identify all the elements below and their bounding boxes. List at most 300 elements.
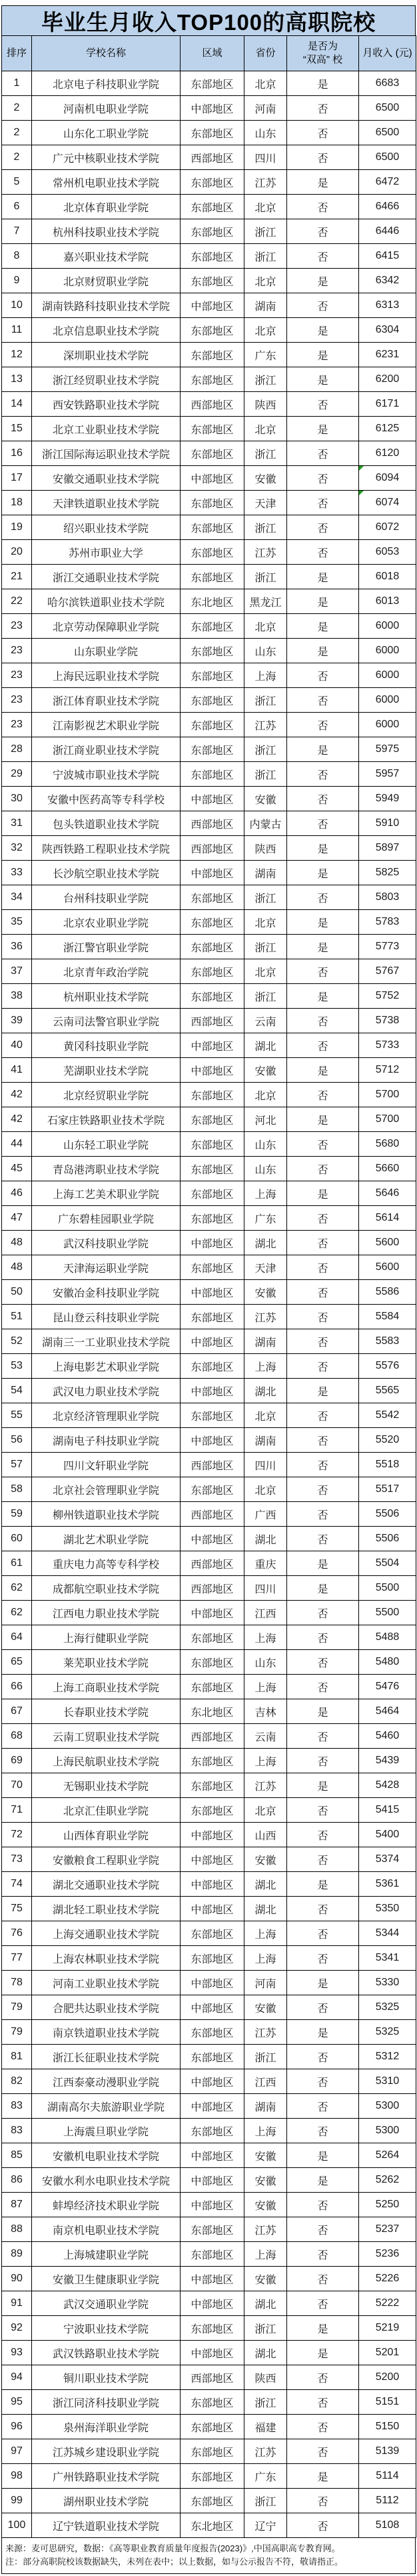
- region-cell: 中部地区: [181, 293, 244, 318]
- province-cell: 浙江: [244, 2316, 287, 2341]
- province-cell: 辽宁: [244, 2513, 287, 2538]
- income-cell: 6342: [359, 269, 416, 293]
- table-row: [2, 1305, 416, 1329]
- rank-cell: 88: [2, 2217, 32, 2242]
- province-cell: 湖北: [244, 1897, 287, 1921]
- region-cell: 中部地区: [181, 2193, 244, 2217]
- school-cell: 绍兴职业技术学院: [32, 515, 181, 540]
- rank-cell: 19: [2, 515, 32, 540]
- income-cell: 6000: [359, 663, 416, 688]
- school-cell: 上海震旦职业学院: [32, 2119, 181, 2143]
- table-row: [2, 1675, 416, 1699]
- table-row: [2, 1897, 416, 1921]
- school-cell: 广元中核职业技术学院: [32, 145, 181, 170]
- province-cell: 安徽: [244, 2193, 287, 2217]
- region-cell: 东部地区: [181, 1749, 244, 1773]
- income-cell: 5506: [359, 1502, 416, 1527]
- income-cell: 5226: [359, 2267, 416, 2291]
- region-cell: 东部地区: [181, 2390, 244, 2415]
- double-high-cell: 是: [287, 589, 359, 614]
- rank-cell: 77: [2, 1946, 32, 1971]
- table-row: [2, 466, 416, 491]
- income-cell: 6053: [359, 540, 416, 565]
- school-cell: 浙江国际海运职业技术学院: [32, 441, 181, 466]
- income-cell: 5738: [359, 1009, 416, 1033]
- region-cell: 中部地区: [181, 1872, 244, 1897]
- table-row: [2, 121, 416, 145]
- province-cell: 四川: [244, 145, 287, 170]
- province-cell: 山东: [244, 1132, 287, 1157]
- double-high-cell: 否: [287, 491, 359, 515]
- rank-cell: 8: [2, 244, 32, 269]
- region-cell: 西部地区: [181, 811, 244, 836]
- school-cell: 浙江体育职业技术学院: [32, 688, 181, 713]
- double-high-cell: 是: [287, 565, 359, 589]
- school-cell: 北京劳动保障职业学院: [32, 614, 181, 639]
- income-cell: 5500: [359, 1601, 416, 1625]
- column-header-province: 省份: [244, 36, 287, 71]
- column-header-rank: 排序: [2, 36, 32, 71]
- table-row: [2, 861, 416, 885]
- region-cell: 东部地区: [181, 244, 244, 269]
- school-cell: 青岛港湾职业技术学院: [32, 1157, 181, 1181]
- province-cell: 湖南: [244, 1329, 287, 1354]
- province-cell: 安徽: [244, 1280, 287, 1305]
- income-cell: 5325: [359, 2020, 416, 2045]
- double-high-cell: 否: [287, 762, 359, 787]
- double-high-cell: 否: [287, 1601, 359, 1625]
- region-cell: 中部地区: [181, 1847, 244, 1872]
- double-high-cell: 否: [287, 1995, 359, 2020]
- province-cell: 湖南: [244, 2094, 287, 2119]
- table-row: [2, 1477, 416, 1502]
- province-cell: 安徽: [244, 787, 287, 811]
- rank-cell: 23: [2, 614, 32, 639]
- region-cell: 西部地区: [181, 1724, 244, 1749]
- table-row: [2, 1995, 416, 2020]
- source-line: 来源：麦可思研究，数据：《高等职业教育质量年度报告(2023)》,中国高职高专教育网。: [5, 2543, 340, 2553]
- double-high-cell: 否: [287, 2193, 359, 2217]
- province-cell: 江苏: [244, 2217, 287, 2242]
- school-cell: 北京信息职业技术学院: [32, 318, 181, 343]
- school-cell: 河南工业职业技术学院: [32, 1971, 181, 1995]
- rank-cell: 71: [2, 1798, 32, 1823]
- double-high-cell: 是: [287, 614, 359, 639]
- province-cell: 北京: [244, 417, 287, 441]
- rank-cell: 91: [2, 2291, 32, 2316]
- province-cell: 四川: [244, 1576, 287, 1601]
- double-high-cell: 是: [287, 367, 359, 392]
- income-cell: 5712: [359, 1058, 416, 1083]
- rank-cell: 79: [2, 2020, 32, 2045]
- region-cell: 中部地区: [181, 1971, 244, 1995]
- double-high-cell: 否: [287, 959, 359, 984]
- region-cell: 中部地区: [181, 2267, 244, 2291]
- school-cell: 湖北交通职业技术学院: [32, 1872, 181, 1897]
- income-cell: 5150: [359, 2415, 416, 2439]
- table-row: [2, 2316, 416, 2341]
- income-cell: 6683: [359, 71, 416, 96]
- province-cell: 浙江: [244, 2489, 287, 2513]
- income-cell: 5576: [359, 1354, 416, 1379]
- double-high-cell: 否: [287, 885, 359, 910]
- rank-cell: 6: [2, 195, 32, 219]
- double-high-cell: 是: [287, 910, 359, 935]
- table-row: [2, 1601, 416, 1625]
- income-cell: 6018: [359, 565, 416, 589]
- income-cell: 5480: [359, 1650, 416, 1675]
- region-cell: 西部地区: [181, 1576, 244, 1601]
- rank-cell: 33: [2, 861, 32, 885]
- school-cell: 安徽中医药高等专科学校: [32, 787, 181, 811]
- double-high-cell: 否: [287, 441, 359, 466]
- region-cell: 东部地区: [181, 1625, 244, 1650]
- region-cell: 东北地区: [181, 2513, 244, 2538]
- income-cell: 5114: [359, 2464, 416, 2489]
- region-cell: 东部地区: [181, 2020, 244, 2045]
- double-high-cell: 否: [287, 2069, 359, 2094]
- income-cell: 6500: [359, 96, 416, 121]
- school-cell: 北京经济管理职业学院: [32, 1403, 181, 1428]
- region-cell: 中部地区: [181, 1601, 244, 1625]
- table-row: [2, 491, 416, 515]
- rank-cell: 65: [2, 1650, 32, 1675]
- rank-cell: 64: [2, 1625, 32, 1650]
- double-high-cell: 否: [287, 392, 359, 417]
- double-high-cell: 是: [287, 737, 359, 762]
- double-high-cell: 否: [287, 1946, 359, 1971]
- school-cell: 湖北轻工职业技术学院: [32, 1897, 181, 1921]
- rank-cell: 48: [2, 1231, 32, 1255]
- table-row: [2, 589, 416, 614]
- income-cell: 5112: [359, 2489, 416, 2513]
- double-high-cell: 否: [287, 1231, 359, 1255]
- rank-cell: 55: [2, 1403, 32, 1428]
- table-row: [2, 565, 416, 589]
- province-cell: 上海: [244, 1181, 287, 1206]
- region-cell: 西部地区: [181, 1009, 244, 1033]
- table-row: [2, 195, 416, 219]
- table-row: [2, 1033, 416, 1058]
- double-high-cell: 否: [287, 1625, 359, 1650]
- school-cell: 铜川职业技术学院: [32, 2365, 181, 2390]
- income-cell: 5300: [359, 2119, 416, 2143]
- income-cell: 5237: [359, 2217, 416, 2242]
- income-cell: 5488: [359, 1625, 416, 1650]
- region-cell: 东部地区: [181, 2119, 244, 2143]
- rank-cell: 18: [2, 491, 32, 515]
- double-high-cell: 否: [287, 466, 359, 491]
- rank-cell: 28: [2, 737, 32, 762]
- school-cell: 哈尔滨铁道职业技术学院: [32, 589, 181, 614]
- income-cell: 5400: [359, 1823, 416, 1847]
- rank-cell: 39: [2, 1009, 32, 1033]
- double-high-cell: 否: [287, 1650, 359, 1675]
- province-cell: 福建: [244, 2415, 287, 2439]
- table-row: [2, 2193, 416, 2217]
- school-cell: 上海工艺美术职业学院: [32, 1181, 181, 1206]
- school-cell: 安徽水利水电职业技术学院: [32, 2168, 181, 2193]
- double-high-cell: 是: [287, 2143, 359, 2168]
- province-cell: 四川: [244, 1453, 287, 1477]
- province-cell: 江苏: [244, 1773, 287, 1798]
- double-high-cell: 否: [287, 811, 359, 836]
- double-high-cell: 否: [287, 1453, 359, 1477]
- school-cell: 湖南电子科技职业学院: [32, 1428, 181, 1453]
- double-high-cell: 否: [287, 1749, 359, 1773]
- school-cell: 江苏城乡建设职业学院: [32, 2439, 181, 2464]
- table-row: [2, 1379, 416, 1403]
- rank-cell: 56: [2, 1428, 32, 1453]
- double-high-cell: 是: [287, 1576, 359, 1601]
- rank-cell: 42: [2, 1083, 32, 1107]
- table-row: [2, 713, 416, 737]
- double-high-cell: 是: [287, 269, 359, 293]
- income-cell: 5773: [359, 935, 416, 959]
- school-cell: 成都航空职业技术学院: [32, 1576, 181, 1601]
- region-cell: 东部地区: [181, 713, 244, 737]
- province-cell: 湖南: [244, 861, 287, 885]
- double-high-cell: 是: [287, 1181, 359, 1206]
- school-cell: 柳州铁道职业技术学院: [32, 1502, 181, 1527]
- rank-cell: 92: [2, 2316, 32, 2341]
- region-cell: 东部地区: [181, 1477, 244, 1502]
- province-cell: 上海: [244, 1354, 287, 1379]
- region-cell: 东部地区: [181, 1650, 244, 1675]
- income-cell: 5415: [359, 1798, 416, 1823]
- table-row: [2, 1724, 416, 1749]
- table-row: [2, 2390, 416, 2415]
- table-row: [2, 1921, 416, 1946]
- double-high-cell: 是: [287, 1058, 359, 1083]
- rank-cell: 31: [2, 811, 32, 836]
- school-cell: 北京农业职业学院: [32, 910, 181, 935]
- rank-cell: 41: [2, 1058, 32, 1083]
- table-row: [2, 1181, 416, 1206]
- region-cell: 东部地区: [181, 1255, 244, 1280]
- double-high-cell: 否: [287, 688, 359, 713]
- rank-cell: 10: [2, 293, 32, 318]
- double-high-cell: 否: [287, 1033, 359, 1058]
- province-cell: 浙江: [244, 737, 287, 762]
- table-row: [2, 2415, 416, 2439]
- double-high-cell: 否: [287, 1724, 359, 1749]
- region-cell: 中部地区: [181, 1379, 244, 1403]
- province-cell: 浙江: [244, 762, 287, 787]
- rank-cell: 37: [2, 959, 32, 984]
- rank-cell: 100: [2, 2513, 32, 2538]
- province-cell: 上海: [244, 1625, 287, 1650]
- region-cell: 东部地区: [181, 1083, 244, 1107]
- school-cell: 无锡职业技术学院: [32, 1773, 181, 1798]
- school-cell: 北京汇佳职业学院: [32, 1798, 181, 1823]
- table-row: [2, 1527, 416, 1551]
- school-cell: 宁波城市职业技术学院: [32, 762, 181, 787]
- table-row: [2, 1009, 416, 1033]
- table-row: [2, 836, 416, 861]
- double-high-cell: 否: [287, 1009, 359, 1033]
- region-cell: 中部地区: [181, 1527, 244, 1551]
- school-cell: 山西体育职业学院: [32, 1823, 181, 1847]
- school-cell: 合肥共达职业技术学院: [32, 1995, 181, 2020]
- rank-cell: 13: [2, 367, 32, 392]
- school-cell: 蚌埠经济技术职业学院: [32, 2193, 181, 2217]
- region-cell: 中部地区: [181, 1428, 244, 1453]
- region-cell: 东部地区: [181, 2415, 244, 2439]
- income-cell: 5700: [359, 1107, 416, 1132]
- region-cell: 中部地区: [181, 861, 244, 885]
- region-cell: 中部地区: [181, 2143, 244, 2168]
- table-row: [2, 244, 416, 269]
- school-cell: 云南司法警官职业学院: [32, 1009, 181, 1033]
- province-cell: 北京: [244, 1798, 287, 1823]
- table-row: [2, 1798, 416, 1823]
- rank-cell: 83: [2, 2094, 32, 2119]
- rank-cell: 34: [2, 885, 32, 910]
- table-row: [2, 2143, 416, 2168]
- rank-cell: 45: [2, 1157, 32, 1181]
- double-high-cell: 是: [287, 1971, 359, 1995]
- table-row: [2, 1255, 416, 1280]
- income-cell: 5374: [359, 1847, 416, 1872]
- income-cell: 5460: [359, 1724, 416, 1749]
- school-cell: 陕西铁路工程职业技术学院: [32, 836, 181, 861]
- income-cell: 6125: [359, 417, 416, 441]
- income-cell: 5151: [359, 2390, 416, 2415]
- double-high-cell: 否: [287, 663, 359, 688]
- table-row: [2, 1823, 416, 1847]
- region-cell: 中部地区: [181, 1823, 244, 1847]
- table-row: [2, 417, 416, 441]
- income-cell: 6446: [359, 219, 416, 244]
- table-row: [2, 96, 416, 121]
- province-cell: 云南: [244, 1724, 287, 1749]
- school-cell: 北京青年政治学院: [32, 959, 181, 984]
- province-cell: 湖南: [244, 1428, 287, 1453]
- double-high-cell: 是: [287, 639, 359, 663]
- table-row: [2, 1083, 416, 1107]
- region-cell: 东部地区: [181, 1946, 244, 1971]
- school-cell: 长沙航空职业技术学院: [32, 861, 181, 885]
- double-high-cell: 否: [287, 2415, 359, 2439]
- province-cell: 安徽: [244, 466, 287, 491]
- region-cell: 东部地区: [181, 269, 244, 293]
- school-cell: 北京工业职业技术学院: [32, 417, 181, 441]
- region-cell: 东部地区: [181, 2316, 244, 2341]
- rank-cell: 78: [2, 1971, 32, 1995]
- rank-cell: 23: [2, 639, 32, 663]
- province-cell: 北京: [244, 959, 287, 984]
- school-cell: 武汉铁路职业技术学院: [32, 2341, 181, 2365]
- page-title: 毕业生月收入TOP100的高职院校: [1, 5, 416, 36]
- income-cell: 5957: [359, 762, 416, 787]
- rank-cell: 75: [2, 1897, 32, 1921]
- province-cell: 上海: [244, 1946, 287, 1971]
- table-row: [2, 367, 416, 392]
- region-cell: 东部地区: [181, 639, 244, 663]
- table-row: [2, 1354, 416, 1379]
- school-cell: 安徽机电职业技术学院: [32, 2143, 181, 2168]
- income-cell: 5201: [359, 2341, 416, 2365]
- double-high-cell: 否: [287, 121, 359, 145]
- table-row: [2, 1280, 416, 1305]
- rank-cell: 73: [2, 1847, 32, 1872]
- rank-cell: 51: [2, 1305, 32, 1329]
- province-cell: 上海: [244, 663, 287, 688]
- table-row: [2, 2464, 416, 2489]
- income-cell: 6013: [359, 589, 416, 614]
- school-cell: 浙江警官职业学院: [32, 935, 181, 959]
- rank-cell: 17: [2, 466, 32, 491]
- province-cell: 湖北: [244, 1379, 287, 1403]
- province-cell: 上海: [244, 2119, 287, 2143]
- double-high-cell: 否: [287, 2390, 359, 2415]
- school-cell: 长春职业技术学院: [32, 1699, 181, 1724]
- province-cell: 安徽: [244, 1995, 287, 2020]
- income-cell: 6000: [359, 713, 416, 737]
- province-cell: 江苏: [244, 170, 287, 195]
- double-high-cell: 否: [287, 219, 359, 244]
- school-cell: 上海农林职业技术学院: [32, 1946, 181, 1971]
- province-cell: 北京: [244, 318, 287, 343]
- double-high-cell: 否: [287, 1675, 359, 1699]
- table-row: [2, 441, 416, 466]
- school-cell: 莱芜职业技术学院: [32, 1650, 181, 1675]
- region-cell: 东部地区: [181, 2464, 244, 2489]
- income-cell: 5897: [359, 836, 416, 861]
- double-high-cell: 是: [287, 1773, 359, 1798]
- school-cell: 深圳职业技术学院: [32, 343, 181, 367]
- province-cell: 浙江: [244, 515, 287, 540]
- table-row: [2, 2045, 416, 2069]
- table-row: [2, 2020, 416, 2045]
- region-cell: 东部地区: [181, 614, 244, 639]
- school-cell: 安徽粮食工程职业学院: [32, 1847, 181, 1872]
- table-row: [2, 1453, 416, 1477]
- double-high-cell: 否: [287, 2094, 359, 2119]
- school-cell: 上海城建职业学院: [32, 2242, 181, 2267]
- income-cell: 5680: [359, 1132, 416, 1157]
- region-cell: 东部地区: [181, 1773, 244, 1798]
- table-row: [2, 2242, 416, 2267]
- table-row: [2, 343, 416, 367]
- table-row: [2, 2168, 416, 2193]
- double-high-cell: 否: [287, 1083, 359, 1107]
- table-row: [2, 1971, 416, 1995]
- table-row: [2, 219, 416, 244]
- rank-cell: 87: [2, 2193, 32, 2217]
- double-high-cell: 否: [287, 1897, 359, 1921]
- table-row: [2, 1773, 416, 1798]
- province-cell: 浙江: [244, 935, 287, 959]
- school-cell: 上海行健职业学院: [32, 1625, 181, 1650]
- income-cell: 5583: [359, 1329, 416, 1354]
- double-high-cell: 否: [287, 1255, 359, 1280]
- province-cell: 湖北: [244, 1033, 287, 1058]
- province-cell: 浙江: [244, 565, 287, 589]
- province-cell: 浙江: [244, 2045, 287, 2069]
- income-cell: 5803: [359, 885, 416, 910]
- province-cell: 江苏: [244, 2439, 287, 2464]
- region-cell: 中部地区: [181, 1058, 244, 1083]
- province-cell: 湖北: [244, 1231, 287, 1255]
- double-high-cell: 否: [287, 1502, 359, 1527]
- region-cell: 东部地区: [181, 984, 244, 1009]
- rank-cell: 50: [2, 1280, 32, 1305]
- double-high-cell: 否: [287, 2045, 359, 2069]
- rank-cell: 66: [2, 1675, 32, 1699]
- double-high-cell: 是: [287, 2464, 359, 2489]
